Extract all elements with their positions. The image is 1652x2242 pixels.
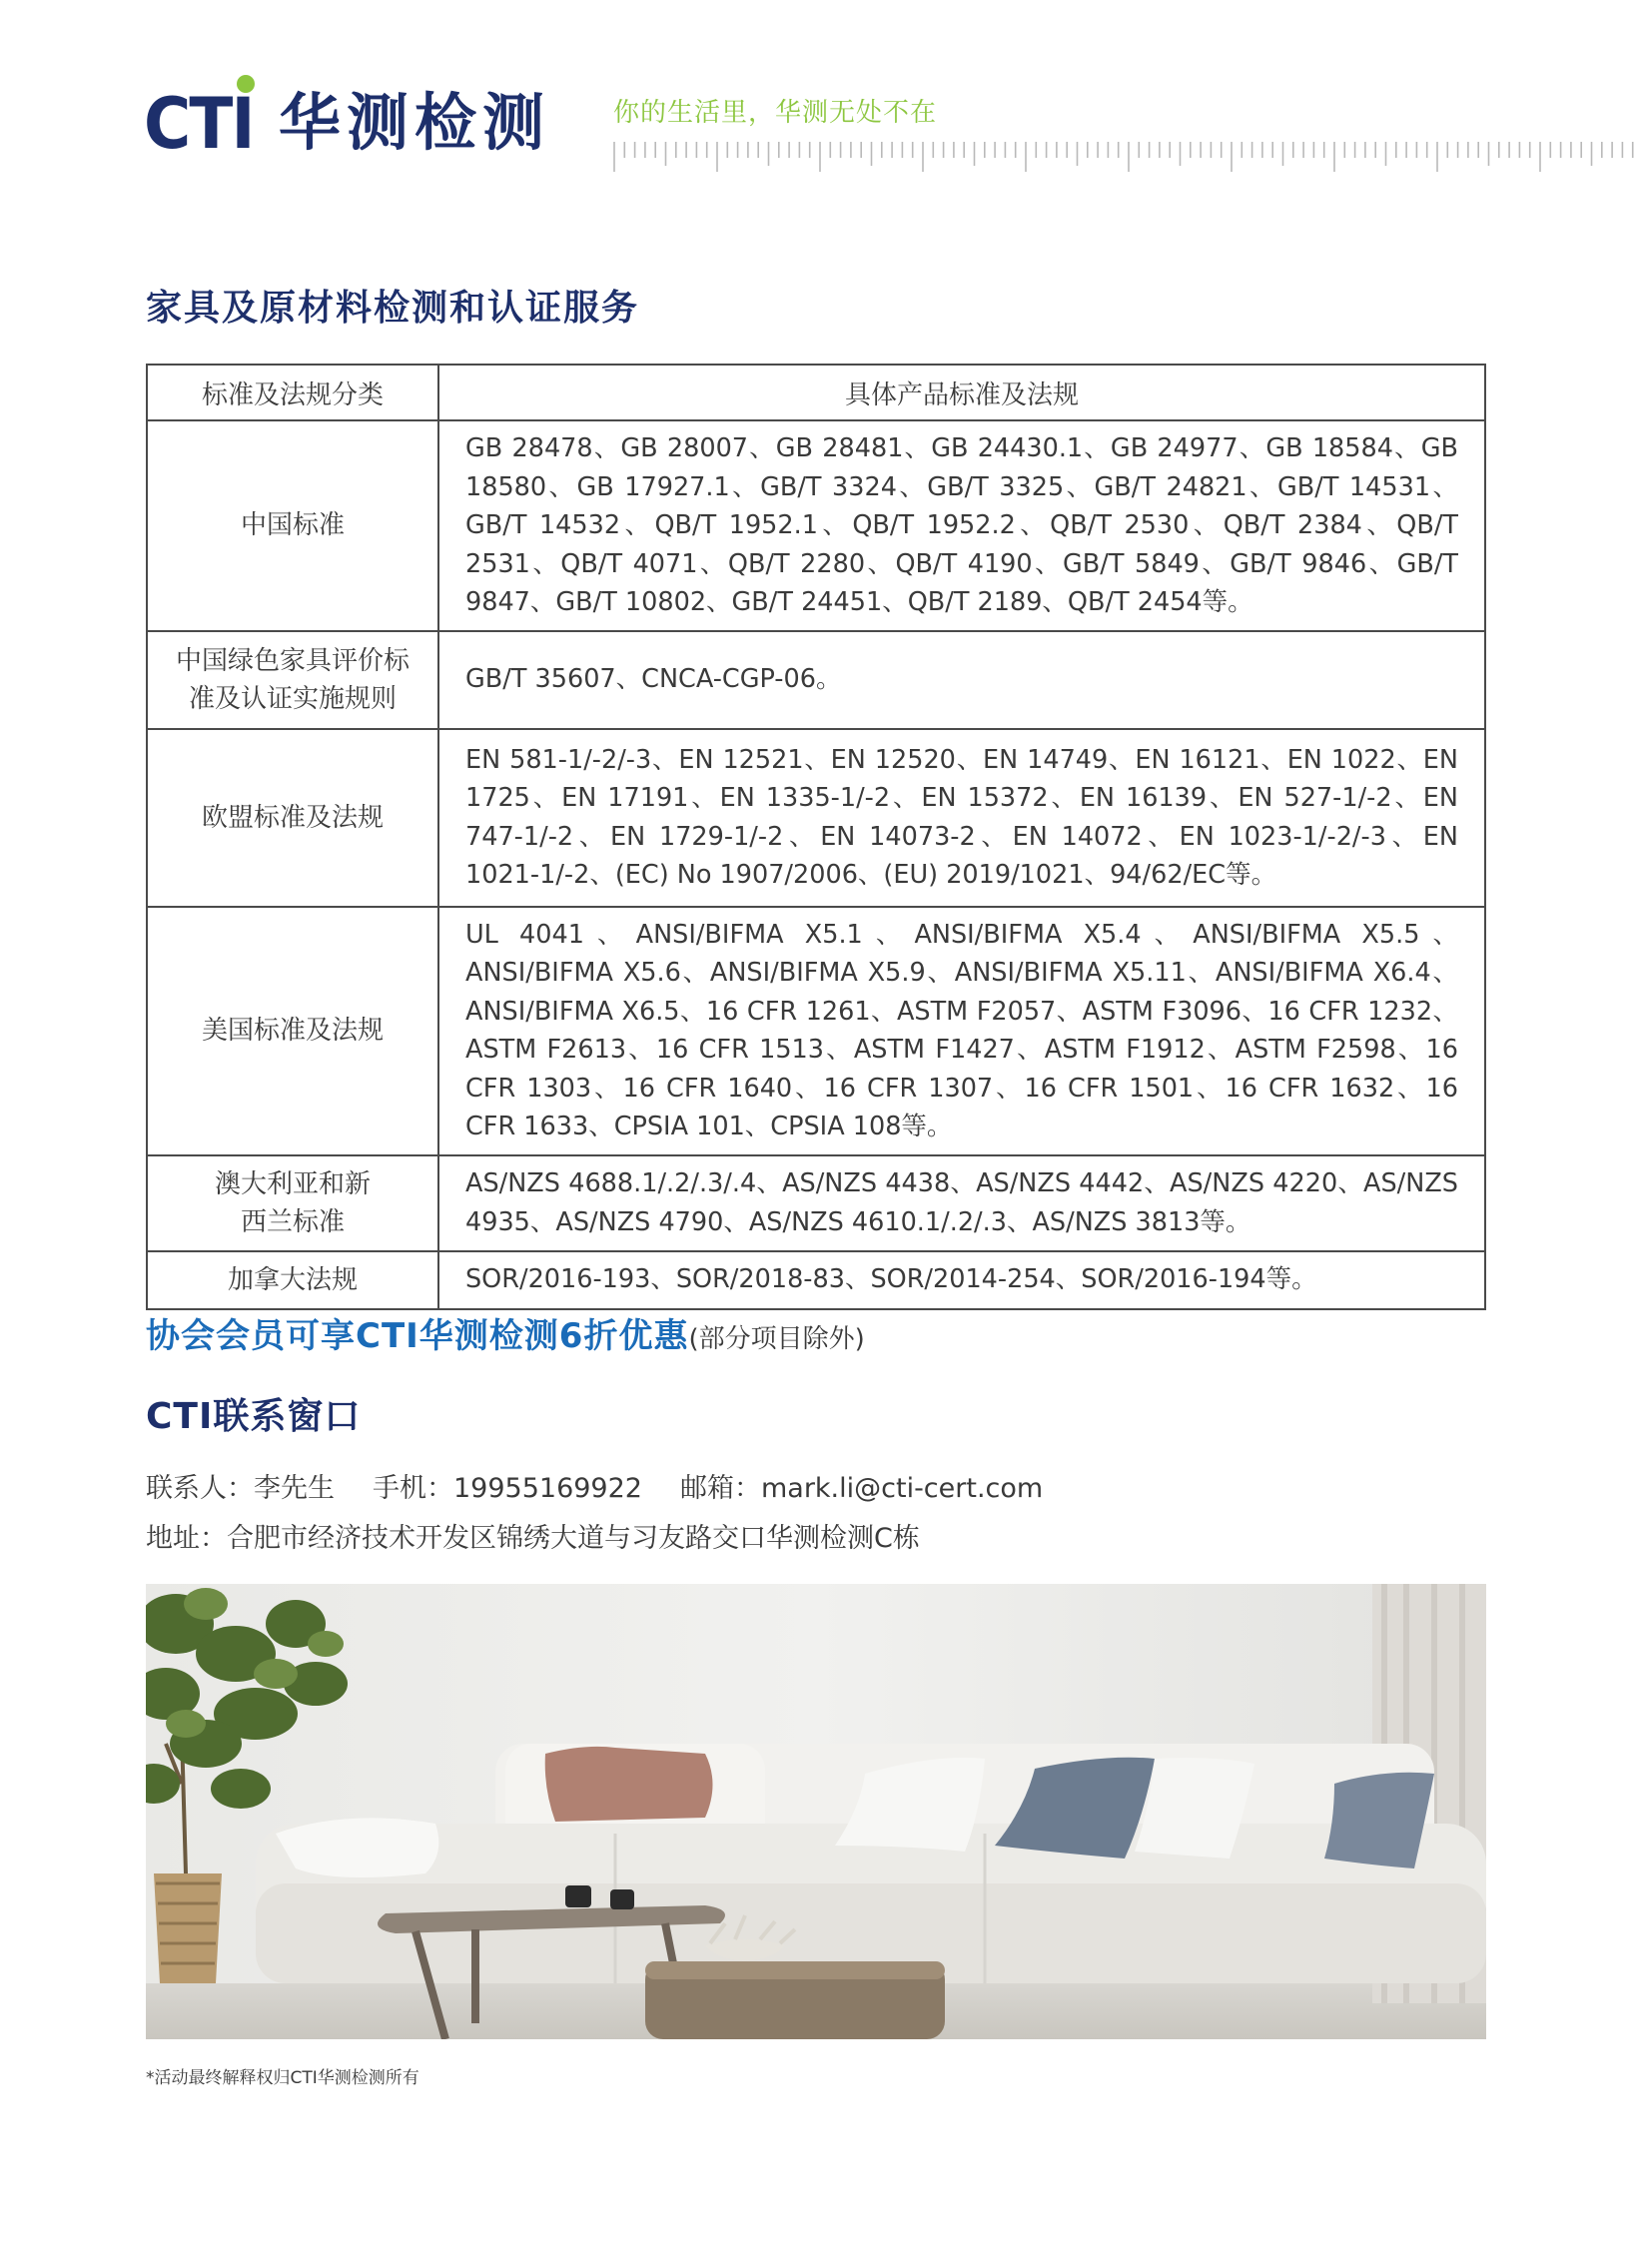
- row-category: 美国标准及法规: [147, 907, 438, 1155]
- contact-email: 邮箱：mark.li@cti-cert.com: [679, 1473, 1044, 1504]
- row-category-text: 中国绿色家具评价标准及认证实施规则: [175, 645, 410, 714]
- promo-note-text: (部分项目除外): [688, 1324, 865, 1354]
- living-room-photo: [146, 1584, 1486, 2039]
- header-standards: 具体产品标准及法规: [438, 365, 1485, 420]
- ruler-decoration: [613, 142, 1640, 176]
- row-category: 加拿大法规: [147, 1251, 438, 1309]
- row-category-text: 澳大利亚和新西兰标准: [214, 1168, 371, 1237]
- contact-title: CTI联系窗口: [146, 1396, 362, 1437]
- table-row-au-nz: [147, 1155, 1485, 1251]
- contact-address: 地址：合肥市经济技术开发区锦绣大道与习友路交口华测检测C栋: [146, 1523, 920, 1554]
- table-row-us: [147, 907, 1485, 1155]
- slogan: 你的生活里，华测无处不在: [613, 98, 938, 128]
- section-title: 家具及原材料检测和认证服务: [146, 288, 640, 329]
- row-category: 中国标准: [147, 420, 438, 631]
- table-row-canada: [147, 1251, 1485, 1309]
- logo-cti-text: CTI: [144, 83, 254, 165]
- contact-info-line: [146, 1466, 1043, 1505]
- contact-person: 联系人：李先生: [146, 1473, 335, 1504]
- footnote: *活动最终解释权归CTI华测检测所有: [146, 2068, 419, 2088]
- row-category: [147, 631, 438, 729]
- row-standards: EN 581-1/-2/-3、EN 12521、EN 12520、EN 14749、EN 16121、EN 1022、EN 1725、EN 17191、EN 1335-1/-2、EN 15372、EN 16139、EN 527-1/-2、EN 747-1/-2、EN 1729-1/-2、EN 14073-2、EN 14072、EN 1023-1/-2/-3、EN 1021-1/-2、(EC) No 1907/2006、(EU) 2019/1021、94/62/EC等。: [438, 729, 1485, 907]
- table-row-eu: [147, 729, 1485, 907]
- row-standards: SOR/2016-193、SOR/2018-83、SOR/2014-254、SOR/2016-194等。: [438, 1251, 1485, 1309]
- logo-cn-text: 华测检测: [279, 86, 551, 159]
- contact-phone: 手机：19955169922: [373, 1473, 642, 1504]
- table-row-china: [147, 420, 1485, 631]
- row-standards: GB/T 35607、CNCA-CGP-06。: [438, 631, 1485, 729]
- table-header-row: [147, 365, 1485, 420]
- row-category: [147, 1155, 438, 1251]
- table-row-green-furniture: [147, 631, 1485, 729]
- header-category: 标准及法规分类: [147, 365, 438, 420]
- row-standards: UL 4041、ANSI/BIFMA X5.1、ANSI/BIFMA X5.4、ANSI/BIFMA X5.5、ANSI/BIFMA X5.6、ANSI/BIFMA X5.9、ANSI/BIFMA X5.11、ANSI/BIFMA X6.4、ANSI/BIFMA X6.5、16 CFR 1261、ASTM F2057、ASTM F3096、16 CFR 1232、ASTM F2613、16 CFR 1513、ASTM F1427、ASTM F1912、ASTM F2598、16 CFR 1303、16 CFR 1640、16 CFR 1307、16 CFR 1501、16 CFR 1632、16 CFR 1633、CPSIA 101、CPSIA 108等。: [438, 907, 1485, 1155]
- row-standards: GB 28478、GB 28007、GB 28481、GB 24430.1、GB 24977、GB 18584、GB 18580、GB 17927.1、GB/T 3324、GB/T 3325、GB/T 24821、GB/T 14531、GB/T 14532、QB/T 1952.1、QB/T 1952.2、QB/T 2530、QB/T 2384、QB/T 2531、QB/T 4071、QB/T 2280、QB/T 4190、GB/T 5849、GB/T 9846、GB/T 9847、GB/T 10802、GB/T 24451、QB/T 2189、QB/T 2454等。: [438, 420, 1485, 631]
- standards-table: [146, 364, 1486, 1310]
- row-category: 欧盟标准及法规: [147, 729, 438, 907]
- promo-main-text: 协会会员可享CTI华测检测6折优惠: [146, 1316, 689, 1356]
- row-standards: AS/NZS 4688.1/.2/.3/.4、AS/NZS 4438、AS/NZS 4442、AS/NZS 4220、AS/NZS 4935、AS/NZS 4790、AS/NZS 4610.1/.2/.3、AS/NZS 3813等。: [438, 1155, 1485, 1251]
- member-discount-banner: [146, 1308, 865, 1357]
